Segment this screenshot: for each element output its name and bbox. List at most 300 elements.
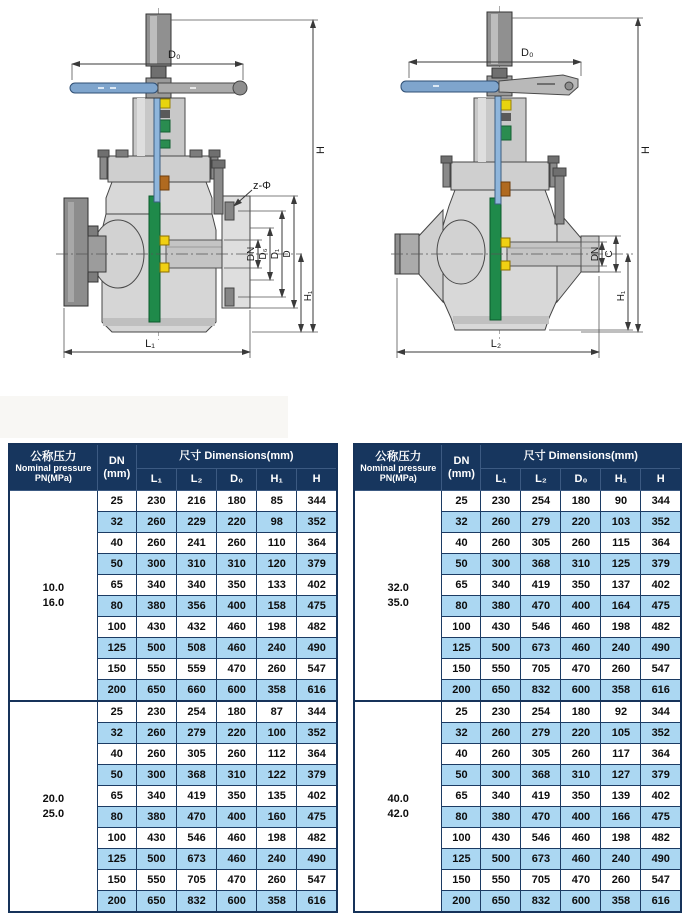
dim-cell: 460	[217, 617, 257, 638]
dim-cell: 198	[257, 617, 297, 638]
dim-cell: 350	[217, 575, 257, 596]
dn-cell: 150	[442, 870, 481, 891]
dim-cell: 380	[136, 596, 176, 617]
dim-cell: 400	[561, 807, 601, 828]
dim-cell: 380	[481, 807, 521, 828]
dn-cell: 80	[97, 807, 136, 828]
packing-seal	[160, 120, 170, 132]
dim-cell: 240	[601, 849, 641, 870]
dim-cell: 650	[481, 680, 521, 702]
dim-cell: 460	[217, 828, 257, 849]
dim-cell: 470	[561, 659, 601, 680]
d-label: D	[282, 250, 293, 258]
bolt-hole	[225, 288, 234, 306]
dim-cell: 400	[217, 807, 257, 828]
dim-cell: 470	[176, 807, 216, 828]
dim-cell: 340	[136, 575, 176, 596]
dim-cell: 180	[217, 701, 257, 723]
col-d0: D₀	[217, 469, 257, 491]
dim-cell: 705	[521, 870, 561, 891]
dim-cell: 500	[481, 849, 521, 870]
dim-cell: 240	[257, 849, 297, 870]
z-phi-label: z-Φ	[253, 180, 271, 192]
dn-cell: 65	[442, 786, 481, 807]
dim-cell: 260	[561, 533, 601, 554]
dim-cell: 490	[297, 849, 337, 870]
gate	[490, 198, 501, 320]
dim-cell: 340	[176, 575, 216, 596]
dim-cell: 352	[641, 512, 681, 533]
dim-cell: 600	[561, 680, 601, 702]
pressure-header-zh: 公称压力	[30, 451, 77, 464]
dim-cell: 402	[641, 575, 681, 596]
dim-cell: 352	[641, 723, 681, 744]
dim-cell: 260	[136, 744, 176, 765]
bonnet-bolt	[548, 156, 559, 163]
dim-cell: 358	[257, 680, 297, 702]
dn-cell: 80	[97, 596, 136, 617]
dn-cell: 50	[97, 765, 136, 786]
dim-cell: 364	[297, 533, 337, 554]
dn-cell: 65	[97, 575, 136, 596]
dim-cell: 705	[176, 870, 216, 891]
gate	[149, 196, 160, 322]
dn-cell: 32	[442, 723, 481, 744]
dn-cell: 150	[97, 870, 136, 891]
dim-cell: 103	[601, 512, 641, 533]
dn-cell: 50	[442, 765, 481, 786]
dn-cell: 125	[442, 638, 481, 659]
dim-cell: 300	[481, 554, 521, 575]
l2-label: L₂	[490, 338, 502, 350]
dim-cell: 260	[481, 533, 521, 554]
dim-cell: 673	[176, 849, 216, 870]
dn-cell: 80	[442, 807, 481, 828]
dim-cell: 260	[136, 723, 176, 744]
dim-cell: 230	[481, 701, 521, 723]
dim-cell: 832	[521, 680, 561, 702]
dim-cell: 127	[601, 765, 641, 786]
h1-label: H₁	[616, 290, 627, 302]
dim-cell: 379	[641, 554, 681, 575]
col-h: H	[297, 469, 337, 491]
dim-cell: 305	[521, 744, 561, 765]
handwheel-knob	[233, 81, 247, 95]
dim-cell: 85	[257, 491, 297, 512]
dim-cell: 122	[257, 765, 297, 786]
dim-cell: 358	[257, 891, 297, 913]
packing-seal	[160, 99, 170, 108]
dim-cell: 340	[136, 786, 176, 807]
dim-cell: 110	[257, 533, 297, 554]
dim-cell: 550	[136, 659, 176, 680]
dn-cell: 65	[97, 786, 136, 807]
dim-cell: 260	[481, 744, 521, 765]
dn-cell: 200	[442, 891, 481, 913]
h1-label: H₁	[303, 290, 314, 302]
dim-cell: 832	[176, 891, 216, 913]
dim-cell: 279	[521, 512, 561, 533]
dn-cell: 80	[442, 596, 481, 617]
dim-cell: 460	[561, 617, 601, 638]
col-h1: H₁	[257, 469, 297, 491]
table-row	[9, 701, 337, 723]
dn-cell: 40	[442, 744, 481, 765]
dim-cell: 475	[641, 596, 681, 617]
dim-cell: 616	[641, 891, 681, 913]
handwheel	[401, 75, 578, 96]
dim-cell: 364	[641, 533, 681, 554]
col-h: H	[641, 469, 681, 491]
dim-cell: 490	[641, 638, 681, 659]
dim-cell: 230	[481, 491, 521, 512]
pressure-header	[354, 444, 442, 491]
dim-cell: 364	[641, 744, 681, 765]
dim-cell: 500	[136, 849, 176, 870]
dim-cell: 105	[601, 723, 641, 744]
dim-cell: 100	[257, 723, 297, 744]
packing-seal	[501, 126, 511, 140]
dim-cell: 358	[601, 891, 641, 913]
dimensions-header: 尺寸 Dimensions(mm)	[136, 444, 337, 469]
dim-cell: 230	[136, 491, 176, 512]
dim-cell: 310	[561, 554, 601, 575]
dim-cell: 310	[561, 765, 601, 786]
dim-cell: 490	[641, 849, 681, 870]
dim-cell: 470	[521, 807, 561, 828]
dim-cell: 380	[481, 596, 521, 617]
dim-cell: 673	[521, 638, 561, 659]
dim-cell: 115	[601, 533, 641, 554]
dim-cell: 460	[561, 828, 601, 849]
dim-cell: 460	[561, 849, 601, 870]
left-valve-drawing	[0, 0, 341, 443]
dim-cell: 460	[217, 638, 257, 659]
dim-cell: 547	[641, 659, 681, 680]
dim-cell: 220	[561, 512, 601, 533]
dim-cell: 220	[217, 512, 257, 533]
dn-cell: 125	[442, 849, 481, 870]
dim-cell: 98	[257, 512, 297, 533]
dim-cell: 547	[297, 659, 337, 680]
dim-cell: 180	[217, 491, 257, 512]
table-body	[354, 491, 681, 913]
dn-cell: 50	[97, 554, 136, 575]
dim-cell: 482	[641, 617, 681, 638]
pressure-group-cell: 20.0 25.0	[9, 701, 97, 912]
dim-cell: 402	[297, 575, 337, 596]
dim-cell: 164	[601, 596, 641, 617]
dim-cell: 260	[481, 723, 521, 744]
dim-cell: 380	[136, 807, 176, 828]
handwheel	[70, 78, 247, 98]
dim-cell: 432	[176, 617, 216, 638]
dim-cell: 650	[136, 891, 176, 913]
dim-cell: 260	[257, 870, 297, 891]
dim-cell: 229	[176, 512, 216, 533]
dim-cell: 402	[297, 786, 337, 807]
dim-cell: 379	[297, 554, 337, 575]
dim-cell: 419	[521, 786, 561, 807]
dim-cell: 160	[257, 807, 297, 828]
dim-cell: 305	[521, 533, 561, 554]
dim-cell: 600	[561, 891, 601, 913]
dim-cell: 260	[601, 870, 641, 891]
dn-cell: 100	[442, 617, 481, 638]
dim-cell: 112	[257, 744, 297, 765]
dim-cell: 419	[521, 575, 561, 596]
dim-cell: 240	[257, 638, 297, 659]
dn-cell: 100	[442, 828, 481, 849]
dim-cell: 344	[297, 701, 337, 723]
dn-cell: 200	[97, 891, 136, 913]
dim-cell: 475	[297, 596, 337, 617]
dim-cell: 430	[136, 828, 176, 849]
col-l2: L₂	[521, 469, 561, 491]
dim-cell: 340	[481, 575, 521, 596]
dim-cell: 310	[217, 554, 257, 575]
dim-cell: 198	[601, 828, 641, 849]
bonnet-bolt	[441, 156, 452, 163]
dim-cell: 832	[521, 891, 561, 913]
dn-cell: 65	[442, 575, 481, 596]
dn-cell: 40	[97, 533, 136, 554]
col-h1: H₁	[601, 469, 641, 491]
inlet-flange	[64, 198, 106, 306]
dim-cell: 550	[481, 659, 521, 680]
dimension-h1	[301, 254, 314, 332]
dim-cell: 508	[176, 638, 216, 659]
dim-cell: 368	[521, 765, 561, 786]
dn-cell: 25	[442, 701, 481, 723]
handwheel-knob	[565, 82, 573, 90]
dn-cell: 40	[442, 533, 481, 554]
dim-cell: 547	[297, 870, 337, 891]
dn-cell: 200	[442, 680, 481, 702]
dim-cell: 490	[297, 638, 337, 659]
dim-cell: 344	[297, 491, 337, 512]
dim-cell: 279	[521, 723, 561, 744]
dim-cell: 260	[561, 744, 601, 765]
dn-cell: 150	[97, 659, 136, 680]
dim-cell: 400	[217, 596, 257, 617]
dim-cell: 550	[481, 870, 521, 891]
dim-cell: 430	[136, 617, 176, 638]
dimension-table-right	[353, 443, 682, 913]
bonnet-bolt	[209, 150, 220, 157]
dim-cell: 600	[217, 680, 257, 702]
dimension-table-left	[8, 443, 338, 913]
dim-cell: 550	[136, 870, 176, 891]
dim-cell: 660	[176, 680, 216, 702]
dim-cell: 310	[176, 554, 216, 575]
pressure-group-cell: 40.0 42.0	[354, 701, 442, 912]
pressure-header-unit: PN(MPa)	[379, 472, 417, 483]
stem-bushing	[160, 176, 169, 190]
dim-cell: 87	[257, 701, 297, 723]
dim-cell: 470	[561, 870, 601, 891]
stem-bushing	[501, 182, 510, 196]
table-body	[9, 491, 337, 913]
dim-cell: 475	[297, 807, 337, 828]
packing-seal	[501, 100, 511, 110]
dim-cell: 616	[641, 680, 681, 702]
dim-cell: 90	[601, 491, 641, 512]
dim-cell: 350	[217, 786, 257, 807]
dim-cell: 240	[601, 638, 641, 659]
dim-cell: 650	[481, 891, 521, 913]
body-bolt	[212, 160, 225, 168]
dim-cell: 137	[601, 575, 641, 596]
dim-cell: 300	[136, 765, 176, 786]
dim-cell: 216	[176, 491, 216, 512]
dim-cell: 340	[481, 786, 521, 807]
col-d0: D₀	[561, 469, 601, 491]
dim-cell: 350	[561, 575, 601, 596]
dn-cell: 50	[442, 554, 481, 575]
dn-cell: 32	[97, 512, 136, 533]
col-l1: L₁	[481, 469, 521, 491]
dim-cell: 260	[601, 659, 641, 680]
dim-cell: 300	[136, 554, 176, 575]
dim-cell: 358	[601, 680, 641, 702]
c-label: C	[604, 250, 615, 258]
col-l2: L₂	[176, 469, 216, 491]
pressure-header-zh: 公称压力	[375, 451, 422, 464]
dim-cell: 368	[521, 554, 561, 575]
table-row	[9, 491, 337, 512]
dim-cell: 125	[601, 554, 641, 575]
dim-cell: 430	[481, 617, 521, 638]
dim-cell: 400	[561, 596, 601, 617]
dim-cell: 460	[217, 849, 257, 870]
dn-header: DN (mm)	[442, 444, 481, 491]
dim-cell: 616	[297, 680, 337, 702]
dim-cell: 305	[176, 744, 216, 765]
dim-cell: 300	[481, 765, 521, 786]
dn-cell: 200	[97, 680, 136, 702]
pressure-header-unit: PN(MPa)	[34, 472, 72, 483]
pressure-header	[9, 444, 97, 491]
d6-label: D₆	[258, 248, 269, 260]
dim-cell: 546	[176, 828, 216, 849]
pressure-group-cell: 32.0 35.0	[354, 491, 442, 702]
dimensions-header: 尺寸 Dimensions(mm)	[481, 444, 681, 469]
dim-cell: 117	[601, 744, 641, 765]
d0-label: D₀	[168, 49, 181, 61]
dim-cell: 546	[521, 828, 561, 849]
d1-label: D₁	[270, 248, 281, 260]
dn-cell: 125	[97, 849, 136, 870]
dn-cell: 100	[97, 617, 136, 638]
dim-cell: 559	[176, 659, 216, 680]
dim-cell: 198	[257, 828, 297, 849]
dim-cell: 460	[561, 638, 601, 659]
dim-cell: 482	[641, 828, 681, 849]
dim-cell: 368	[176, 765, 216, 786]
stem-cap	[146, 14, 171, 78]
dim-cell: 352	[297, 512, 337, 533]
dim-cell: 254	[521, 491, 561, 512]
dim-cell: 158	[257, 596, 297, 617]
dim-cell: 419	[176, 786, 216, 807]
dim-cell: 120	[257, 554, 297, 575]
dim-cell: 705	[521, 659, 561, 680]
dn-cell: 25	[97, 701, 136, 723]
table-row	[354, 701, 681, 723]
dim-cell: 379	[641, 765, 681, 786]
dim-cell: 482	[297, 617, 337, 638]
dim-cell: 500	[136, 638, 176, 659]
dim-cell: 310	[217, 765, 257, 786]
dim-cell: 180	[561, 491, 601, 512]
dim-cell: 230	[136, 701, 176, 723]
body-bolt	[553, 168, 566, 176]
dn-label: DN	[246, 246, 257, 262]
dim-cell: 475	[641, 807, 681, 828]
dn-cell: 32	[442, 512, 481, 533]
dim-cell: 198	[601, 617, 641, 638]
dim-cell: 470	[217, 659, 257, 680]
outlet-bore	[166, 240, 224, 268]
dn-cell: 25	[97, 491, 136, 512]
table-row	[354, 491, 681, 512]
dim-cell: 260	[136, 533, 176, 554]
dim-cell: 364	[297, 744, 337, 765]
dim-cell: 344	[641, 701, 681, 723]
valve-drawings	[0, 0, 682, 443]
dim-cell: 344	[641, 491, 681, 512]
dim-cell: 673	[521, 849, 561, 870]
dn-cell: 32	[97, 723, 136, 744]
dim-cell: 352	[297, 723, 337, 744]
bonnet-bolt	[98, 150, 109, 157]
dim-cell: 500	[481, 638, 521, 659]
dim-cell: 600	[217, 891, 257, 913]
dim-cell: 402	[641, 786, 681, 807]
dim-cell: 180	[561, 701, 601, 723]
pressure-header-en: Nominal pressure	[15, 462, 92, 473]
dim-cell: 482	[297, 828, 337, 849]
dn-cell: 100	[97, 828, 136, 849]
stem-cap	[487, 12, 512, 78]
l1-label: L₁	[145, 338, 155, 350]
dim-cell: 260	[217, 533, 257, 554]
dim-cell: 470	[217, 870, 257, 891]
dim-cell: 220	[217, 723, 257, 744]
h-label: H	[315, 146, 327, 154]
dim-cell: 547	[641, 870, 681, 891]
dim-cell: 92	[601, 701, 641, 723]
dim-cell: 356	[176, 596, 216, 617]
dim-cell: 254	[176, 701, 216, 723]
dim-cell: 279	[176, 723, 216, 744]
dn-label: DN	[590, 246, 601, 262]
dim-cell: 260	[136, 512, 176, 533]
dim-cell: 470	[521, 596, 561, 617]
col-l1: L₁	[136, 469, 176, 491]
dn-cell: 150	[442, 659, 481, 680]
dim-cell: 379	[297, 765, 337, 786]
dim-cell: 254	[521, 701, 561, 723]
dim-cell: 260	[217, 744, 257, 765]
right-valve-drawing	[341, 0, 682, 443]
dim-cell: 220	[561, 723, 601, 744]
dim-cell: 260	[257, 659, 297, 680]
dimension-tables	[0, 443, 682, 913]
dn-header: DN (mm)	[97, 444, 136, 491]
dn-cell: 125	[97, 638, 136, 659]
